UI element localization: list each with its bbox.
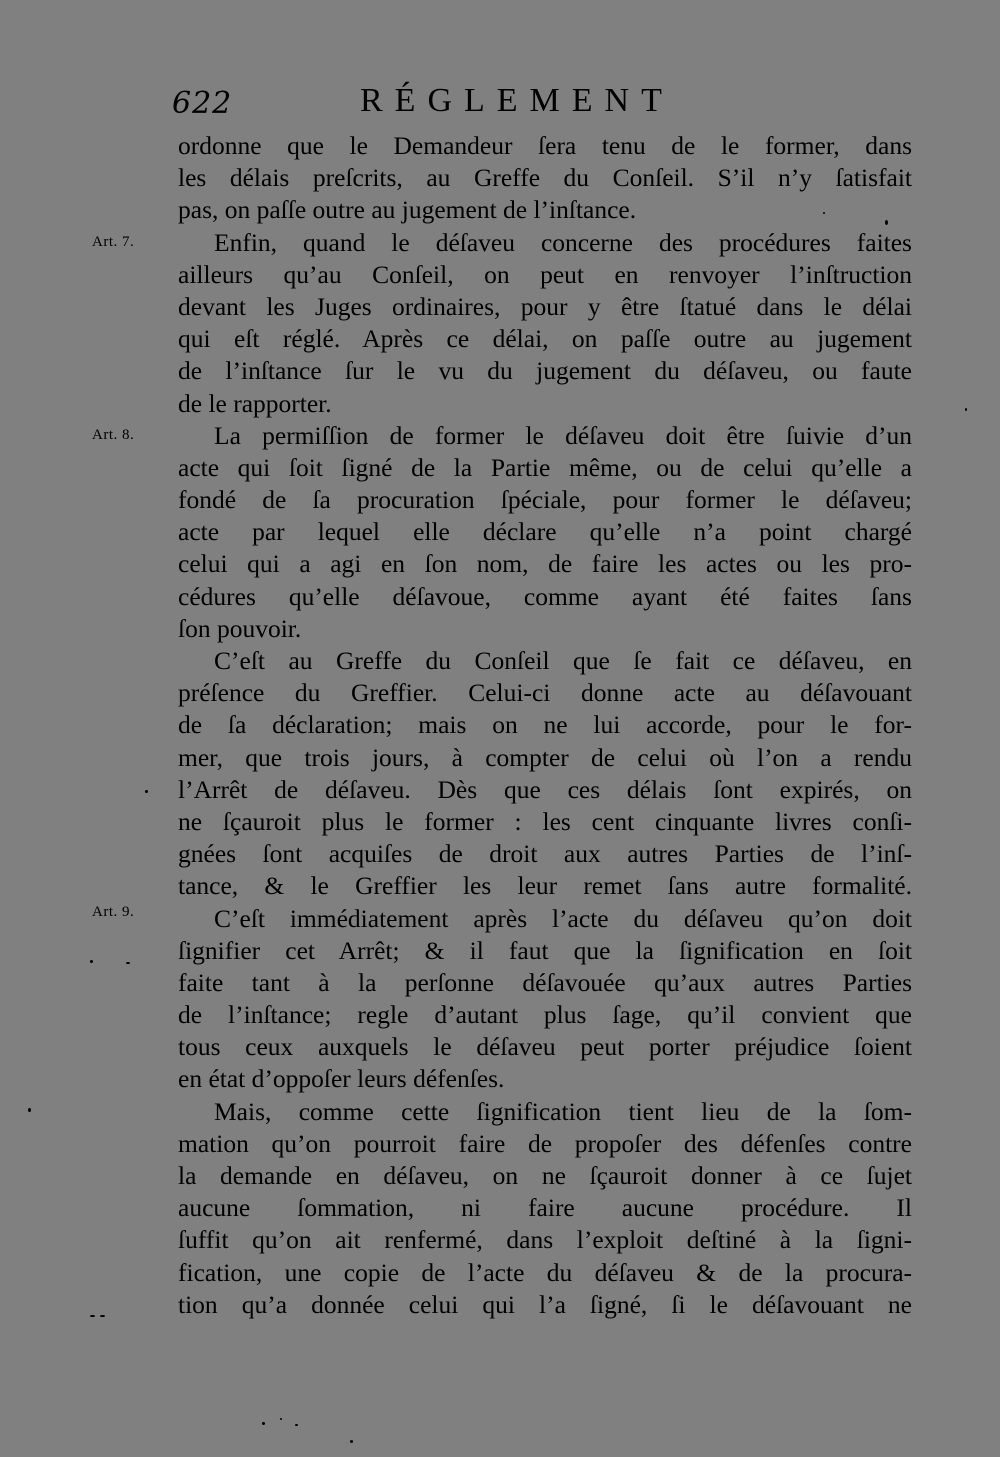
text-line: de l’inſtance ſur le vu du jugement du déſaveu, ou faute <box>178 356 912 386</box>
text-line: ordonne que le Demandeur ſera tenu de le former, dans <box>178 131 912 160</box>
margin-note-art-7: Art. 7. <box>92 234 135 250</box>
ink-speck <box>126 962 130 964</box>
text-line: de ſa déclaration; mais on ne lui accorde, pour le for- <box>178 710 912 740</box>
text-line: ſon pouvoir. <box>178 613 302 643</box>
ink-speck <box>280 1418 282 1420</box>
text-line: de l’inſtance; regle d’autant plus ſage, qu’il convient que <box>178 1000 912 1030</box>
ink-speck <box>295 1424 298 1426</box>
text-line: celui qui a agi en ſon nom, de faire les actes ou les pro- <box>178 549 912 579</box>
text-line: mation qu’on pourroit faire de propoſer des défenſes contre <box>178 1128 912 1158</box>
ink-speck <box>90 960 93 963</box>
text-line: ne ſçauroit plus le former : les cent cinquante livres conſi- <box>178 806 912 836</box>
text-line: la demande en déſaveu, on ne ſçauroit donner à ce ſujet <box>178 1161 912 1190</box>
text-line: de le rapporter. <box>178 388 332 418</box>
text-line: aucune ſommation, ni faire aucune procédure. Il <box>178 1193 912 1223</box>
ink-speck <box>145 790 148 793</box>
body-text <box>178 130 912 1321</box>
text-line: en état d’oppoſer leurs défenſes. <box>178 1064 505 1094</box>
text-line: qui eſt réglé. Après ce délai, on paſſe outre au jugement <box>178 324 912 354</box>
running-title: RÉGLEMENT <box>360 82 674 119</box>
page-number: 622 <box>172 86 233 121</box>
text-line: La permiſſion de former le déſaveu doit être ſuivie d’un <box>214 420 912 450</box>
margin-note-art-9: Art. 9. <box>92 904 135 920</box>
text-line: acte par lequel elle déclare qu’elle n’a point chargé <box>178 517 912 547</box>
text-line: ailleurs qu’au Conſeil, on peut en renvoyer l’inſtruction <box>178 259 912 289</box>
text-line: fondé de ſa procuration ſpéciale, pour former le déſaveu; <box>178 485 912 515</box>
ink-speck <box>823 212 825 214</box>
ink-speck <box>885 220 888 225</box>
ink-speck <box>965 408 967 411</box>
ink-speck <box>90 1315 95 1317</box>
text-line: fication, une copie de l’acte du déſaveu & de la procura- <box>178 1257 912 1287</box>
margin-note-art-8: Art. 8. <box>92 427 135 443</box>
text-line: C’eſt au Greffe du Conſeil que ſe fait ce déſaveu, en <box>214 646 912 675</box>
text-line: Mais, comme cette ſignification tient lieu de la ſom- <box>214 1096 912 1126</box>
ink-speck <box>28 1108 31 1112</box>
text-line: ſignifier cet Arrêt; & il faut que la ſignification en ſoit <box>178 935 912 965</box>
text-line: devant les Juges ordinaires, pour y être ſtatué dans le délai <box>178 291 912 321</box>
text-line: l’Arrêt de déſaveu. Dès que ces délais ſont expirés, on <box>178 774 912 804</box>
text-line: gnées ſont acquiſes de droit aux autres Parties de l’inſ- <box>178 839 912 869</box>
text-line: C’eſt immédiatement après l’acte du déſaveu qu’on doit <box>214 903 912 933</box>
text-line: les délais preſcrits, au Greffe du Conſeil. S’il n’y ſatisfait <box>178 163 912 193</box>
text-line: ſuffit qu’on ait renfermé, dans l’exploit deſtiné à la ſigni- <box>178 1225 912 1255</box>
text-line: mer, que trois jours, à compter de celui où l’on a rendu <box>178 742 912 772</box>
ink-speck <box>100 1315 105 1317</box>
text-line: cédures qu’elle déſavoue, comme ayant été faites ſans <box>178 581 912 611</box>
text-line: acte qui ſoit ſigné de la Partie même, ou de celui qu’elle a <box>178 452 912 482</box>
text-line: tous ceux auxquels le déſaveu peut porter préjudice ſoient <box>178 1032 912 1062</box>
text-line: faite tant à la perſonne déſavouée qu’aux autres Parties <box>178 967 912 997</box>
ink-speck <box>262 1422 265 1425</box>
text-line: Enfin, quand le déſaveu concerne des procédures faites <box>214 227 912 257</box>
text-line: préſence du Greffier. Celui-ci donne acte au déſavouant <box>178 678 912 708</box>
text-line: tion qu’a donnée celui qui l’a ſigné, ſi le déſavouant ne <box>178 1289 912 1319</box>
ink-speck <box>350 1440 353 1443</box>
text-line: tance, & le Greffier les leur remet ſans autre formalité. <box>178 871 912 901</box>
text-line: pas, on paſſe outre au jugement de l’inſtance. <box>178 195 637 225</box>
